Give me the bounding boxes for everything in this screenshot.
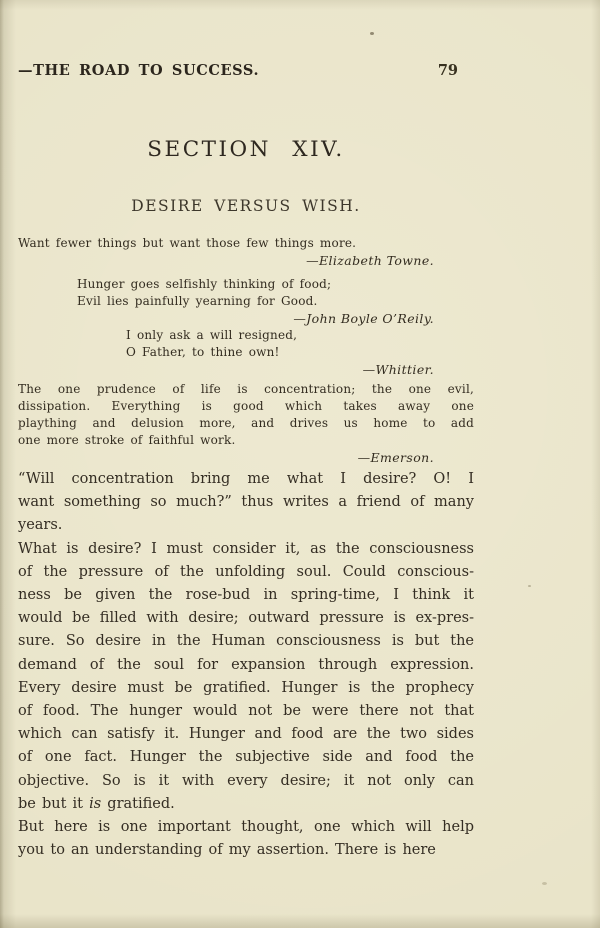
body-line: Every desire must be gratified. Hunger is the prophecy: [18, 679, 474, 696]
body-line: want something so much?” thus writes a friend of many: [18, 494, 474, 511]
epigraph-line: dissipation. Everything is good which takes away one: [18, 399, 474, 413]
emphasized-word: is: [89, 795, 102, 812]
body-line: of the pressure of the unfolding soul. Could conscious-: [18, 563, 474, 580]
epigraph-line: Hunger goes selfishly thinking of food;: [77, 277, 332, 291]
body-line: of one fact. Hunger the subjective side and food the: [18, 749, 474, 766]
body-line-segment: be but it: [18, 795, 90, 812]
chapter-title: DESIRE VERSUS WISH.: [131, 197, 361, 215]
body-line: years.: [18, 517, 63, 534]
body-line: which can satisfy it. Hunger and food are the two sides: [18, 726, 474, 743]
epigraph-line: The one prudence of life is concentration; the one evil,: [18, 382, 474, 396]
epigraph-attribution: —Elizabeth Towne.: [306, 253, 434, 268]
epigraph-line: Evil lies painfully yearning for Good.: [77, 294, 318, 308]
page-content: [18, 0, 474, 862]
epigraph-line: I only ask a will resigned,: [126, 328, 298, 342]
epigraph-line: Want fewer things but want those few things more.: [18, 236, 357, 250]
body-text: [18, 468, 474, 862]
body-line: of food. The hunger would not be were there not that: [18, 703, 474, 720]
body-line: you to an understanding of my assertion. There is here: [18, 842, 436, 859]
running-header-title: —THE ROAD TO SUCCESS.: [18, 62, 260, 79]
body-line: demand of the soul for expansion through expression.: [18, 656, 474, 673]
epigraph-line: plaything and delusion more, and drives us home to add: [18, 416, 474, 430]
running-header: [18, 62, 474, 80]
body-line: objective. So is it with every desire; it not only can: [18, 772, 474, 789]
body-line: sure. So desire in the Human consciousness is but the: [18, 633, 474, 650]
body-line: What is desire? I must consider it, as the consciousness: [18, 540, 474, 557]
paper-speck: [528, 585, 531, 587]
body-line: would be filled with desire; outward pressure is ex-pres-: [18, 610, 474, 627]
epigraph-whittier: [18, 327, 474, 378]
epigraph-emerson: [18, 381, 474, 466]
paragraph-1: [18, 468, 474, 538]
epigraph-attribution: —Emerson.: [357, 450, 434, 465]
epigraph-attribution: —Whittier.: [362, 362, 434, 377]
page-number: 79: [437, 62, 458, 79]
body-line: ness be given the rose-bud in spring-time, I think it: [18, 587, 474, 604]
paper-speck: [542, 882, 547, 885]
section-title: SECTION XIV.: [147, 137, 345, 162]
epigraph-line: O Father, to thine own!: [126, 345, 280, 359]
epigraph-oreily: [18, 276, 474, 327]
epigraph-towne: [18, 235, 474, 269]
epigraph-line: one more stroke of faithful work.: [18, 433, 236, 447]
paragraph-3: [18, 816, 474, 862]
body-line: “Will concentration bring me what I desire? O! I: [18, 471, 474, 487]
body-line-emphasis: [18, 793, 474, 816]
body-line: But here is one important thought, one which will help: [18, 819, 474, 836]
body-line-segment: gratified.: [101, 795, 175, 812]
epigraph-attribution: —John Boyle O’Reily.: [293, 311, 434, 326]
paragraph-2: [18, 538, 474, 816]
